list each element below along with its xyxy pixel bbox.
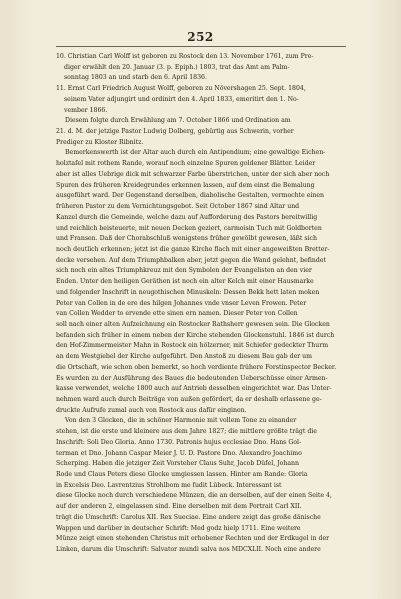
text-line: Prediger zu Kloster Ribnitz.	[56, 138, 144, 146]
text-line: 10. Christian Carl Wolff ist geboren zu Rostock den 13. November 1761, zum Pre-	[56, 53, 314, 60]
text-line: den Hof-Zimmermeister Mahn in Rostock ein hölzerner, mit Schiefer gedeckter Thurm	[56, 342, 329, 350]
text-line: holztafel mit rothem Rande, worauf noch einzelne Spuren goldener Blätter. Leider	[56, 160, 316, 168]
text-line: Spuren des früheren Kreidegrundes erkennen lassen, auf dem einst die Bemalung	[56, 181, 315, 189]
text-line: decke versehen. Auf dem Triumphbalken aber, jetzt gegen die Wand gelehnt, befindet	[56, 256, 326, 264]
text-line: die Ortschaft, wie schon oben bemerkt, so hoch verdiente frühere Forstinspector Becker.	[56, 363, 337, 371]
text-line: Wappen und darüber in deutscher Schrift: Med godz hielp 1711. Eine weitere	[56, 524, 301, 532]
text-line: druckte Aufrufe zumal auch von Rostock aus dafür einginen.	[56, 406, 247, 414]
header-rule	[56, 46, 346, 47]
text-line: Peter van Collen in de ere des hilgen Johannes vnde vnser Leven Frowen. Peter	[56, 299, 307, 307]
text-line: früheren Pastor zu dem Vernichtungsgebot. Seit October 1867 sind Altar und	[56, 203, 300, 211]
text-line: Scherping. Haben die jetziger Zeit Vorsteher Claus Suhr, Jacob Düfel, Johann	[56, 460, 299, 468]
text-line: stehen, ist die erste und kleinere aus dem Jahre 1827; die mittlere größte trägt die	[56, 428, 317, 436]
text-line: terman et Dno. Johann Caspar Meier J. U. D. Pastore Dno. Alexandro Joachimo	[56, 449, 302, 457]
text-line: noch deutlich erkennen; jetzt ist die ganze Kirche flach mit einer angeweißten Bretter-	[56, 245, 330, 253]
text-line: seinem Vater adjungirt und ordinirt den 4. April 1833, emeritirt den 1. No-	[64, 95, 299, 103]
text-line: trägt die Umschrift: Carolus XII. Rex Sueciae. Eine andere zeigt das große dänische	[56, 513, 321, 521]
text-line: sich noch ein altes Triumphkreuz mit den Symbolen der Evangelisten an den vier	[56, 267, 312, 275]
text-line: nehmen ward auch durch Beiträge von außen gefördert, da er deshalb erlassene ge-	[56, 396, 322, 403]
text-line: ausgeführt ward. Der Gegenstand derselben, diabolische Gestalten, vermochte einen	[56, 192, 325, 200]
text-line: soll nach einer alten Aufzeichnung ein Rostocker Rathsherr gewesen sein. Die Glocken	[56, 320, 330, 328]
text-line: Inschrift: Soli Deo Gloria. Anno 1730. Patronis hujus ecclesiae Dno. Hans Gol-	[56, 438, 302, 446]
text-line: kasse verwendet, welche 1800 auch auf Antrieb desselben eingerichtet war. Das Unter-	[56, 385, 332, 393]
text-line: Diesem folgte durch Erwählung am 7. October 1866 und Ordination am	[65, 117, 291, 125]
text-line: Münze zeigt einen stehenden Christus mit erhobener Rechten und der Erdkugel in der	[56, 535, 330, 543]
text-line: diese Glocke noch durch verschiedene Münzen, die an derselben, auf der einen Seite 4,	[56, 492, 332, 500]
text-line: befanden sich früher in einem neben der Kirche stehenden Glockenstuhl. 1846 ist durch	[56, 331, 335, 339]
text-line: vember 1866.	[64, 106, 108, 114]
text-line: 11. Ernst Carl Friedrich August Wolff, geboren zu Növershagen 25. Sept. 1804,	[56, 85, 306, 93]
text-line: Von den 3 Glocken, die in schöner Harmonie mit vollem Tone zu einander	[65, 417, 297, 425]
text-line: Bemerkenswerth ist der Altar auch durch ein Antipendium; eine gewaltige Eichen-	[65, 149, 326, 157]
text-line: in Excelsis Deo. Lavrentzius Strohlbom me fudit Lübeck. Interessant ist	[56, 481, 282, 489]
text-line: Es wurden zu der Ausführung des Baues die bedeutenden Ueberschüsse einer Armen-	[56, 374, 328, 382]
text-line: aber ist alles Uebrige dick mit schwarzer Farbe überstrichen, unter der sich aber noch	[56, 170, 330, 178]
text-line: und Fransen. Daß der Chorabschluß wenigstens früher gewölbt gewesen, läßt sich	[56, 235, 317, 243]
text-line: sonntag 1803 an und starb den 6. April 1836.	[64, 74, 207, 82]
text-line: van Collen Wedder to ervende ette sinen ern namen. Dieser Peter von Collen	[56, 310, 298, 318]
text-line: 21. d. M. der jetzige Pastor Ludwig Dolberg, gebürtig aus Schwerin, vorher	[56, 128, 294, 136]
text-line: auf der anderen 2, eingelassen sind. Eine derselben mit dem Portrait Carl XII.	[56, 503, 302, 511]
page-number: 252	[187, 30, 214, 44]
text-line: diger erwählt den 20. Januar (3. p. Epiph.) 1803, trat das Amt am Palm-	[64, 63, 290, 71]
text-line: an dem Westgiebel der Kirche aufgeführt. Den Anstoß zu diesem Bau gab der um	[56, 353, 313, 361]
text-line: Kanzel durch die Gemeinde, welche dazu auf Aufforderung des Pastors bereitwillig	[56, 213, 318, 221]
text-line: Rode und Claus Peters diese Glocke umgiessen lassen. Hinter am Rande: Gloria	[56, 471, 308, 479]
text-line: und folgender Inschrift in neugothischen Minuskeln: Dessen Bekk hett laten moken	[56, 288, 320, 296]
text-line: und reichlich beisteuerte, mit neuen Decken geziert, carmoisin Tuch mit Goldborten	[56, 224, 322, 232]
body-text	[56, 52, 350, 556]
text-line: Linken, darum die Umschrift: Salvator mundi salva nos MDCXLII. Noch eine andere	[56, 546, 321, 554]
text-line: Enden. Unter den heiligen Geräthen ist noch ein alter Kelch mit einer Hausmarke	[56, 278, 314, 286]
